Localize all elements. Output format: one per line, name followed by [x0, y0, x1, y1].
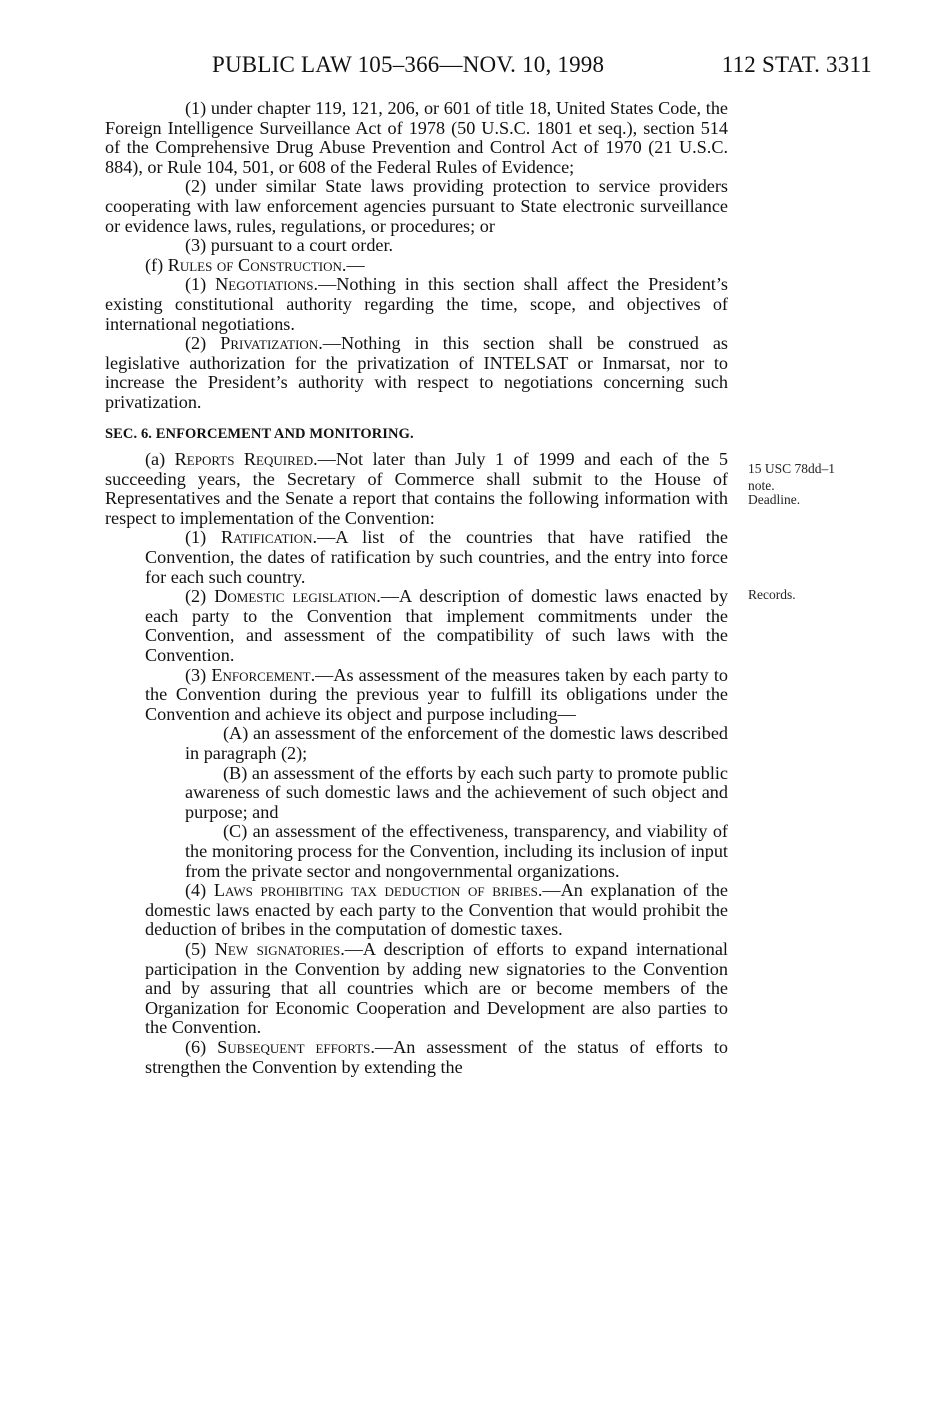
subsection-a-heading: Reports Required — [174, 449, 314, 470]
paragraph-a5 — [105, 940, 728, 1038]
law-citation: PUBLIC LAW 105–366—NOV. 10, 1998 — [212, 52, 605, 77]
subsection-f-label: (f) — [145, 254, 168, 275]
paragraph-a5-heading: New signatories — [214, 938, 341, 959]
paragraph-a3-text: .—As assessment of the measures taken by each party to the Convention during the previous year to fulfill its obligations under the Convention and achieve its object and purpose including— — [145, 664, 728, 724]
subsection-f-heading: Rules of Construction — [167, 254, 342, 275]
paragraph-a6-text: .—An assessment of the status of efforts to strengthen the Convention by extending the — [145, 1036, 728, 1077]
paragraph-a2-heading: Domestic legislation — [214, 586, 377, 607]
margin-note-records: Records. — [748, 587, 796, 602]
paragraph-a4 — [105, 881, 728, 940]
margin-note-usc: 15 USC 78dd–1 — [748, 461, 836, 476]
paragraph-f2 — [105, 334, 728, 412]
subsection-a-text: .—Not later than July 1 of 1999 and each of the 5 succeeding years, the Secretary of Commerce shall submit to the House of Representatives and the Senate a report that contains the following information with respect to implementation of the Convention: — [105, 449, 729, 528]
statute-page: 112 STAT. 3311 — [721, 52, 872, 77]
paragraph-a1-text: .—A list of the countries that have ratified the Convention, the dates of ratification by such countries, and the entry into force for each such country. — [145, 527, 728, 587]
paragraph-a6 — [105, 1038, 728, 1077]
paragraph-a4-text: .—An explanation of the domestic laws enacted by each party to the Convention that would prohibit the deduction of bribes in the computation of domestic taxes. — [145, 880, 728, 940]
paragraph-a3-label: (3) — [185, 664, 212, 685]
subparagraph-a3A: (A) an assessment of the enforcement of the domestic laws described in paragraph (2); — [185, 723, 728, 763]
paragraph-a5-text: .—A description of efforts to expand international participation in the Convention by adding new signatories to the Convention and by assuring that all countries which are or become members of the Organization for Economic Cooperation and Development are also parties to the Convention. — [145, 938, 728, 1038]
paragraph-f1 — [105, 275, 728, 334]
paragraph-e1: (1) under chapter 119, 121, 206, or 601 of title 18, United States Code, the Foreign Intelligence Surveillance Act of 1978 (50 U.S.C. 1801 et seq.), section 514 of the Comprehensive Drug Abuse Prevention and Control Act of 1970 (21 U.S.C. 884), or Rule 104, 501, or 608 of the Federal Rules of Evidence; — [105, 98, 728, 177]
paragraph-e3: (3) pursuant to a court order. — [185, 235, 394, 256]
subsection-a-label: (a) — [145, 449, 175, 470]
paragraph-f1-label: (1) — [185, 274, 216, 295]
section-6-heading: SEC. 6. ENFORCEMENT AND MONITORING. — [105, 425, 414, 442]
paragraph-f2-text: .—Nothing in this section shall be construed as legislative authorization for the privatization of INTELSAT or Inmarsat, nor to increase the President’s authority with respect to negotiations concerning such privatization. — [105, 333, 728, 412]
subparagraph-a3C: (C) an assessment of the effectiveness, transparency, and viability of the monitoring process for the Convention, including its inclusion of input from the private sector and nongovernmental organizations. — [185, 821, 728, 881]
paragraph-a6-label: (6) — [185, 1036, 218, 1057]
statute-body — [105, 99, 728, 1077]
paragraph-f1-heading: Negotiations — [215, 274, 314, 295]
paragraph-a2-text: .—A description of domestic laws enacted by each party to the Convention that implement commitments under the Convention, and assessment of the compatibility of such laws with the Convention. — [145, 586, 728, 666]
paragraph-a2 — [105, 587, 728, 665]
margin-note-deadline: Deadline. — [748, 492, 801, 507]
paragraph-a4-label: (4) — [185, 880, 214, 901]
subsection-a — [105, 450, 728, 528]
paragraph-f1-text: .—Nothing in this section shall affect the President’s existing constitutional authority regarding the time, scope, and objectives of international negotiations. — [105, 274, 728, 334]
paragraph-e2: (2) under similar State laws providing protection to service providers cooperating with law enforcement agencies pursuant to State electronic surveillance or evidence laws, rules, regulations, or procedures; or — [105, 176, 728, 236]
paragraph-a3 — [105, 666, 728, 725]
paragraph-a2-label: (2) — [185, 586, 215, 607]
paragraph-a1 — [105, 528, 728, 587]
paragraph-f2-label: (2) — [185, 333, 221, 354]
margin-note-note: note. — [748, 478, 775, 493]
paragraph-f2-heading: Privatization — [220, 333, 319, 354]
subsection-f-dash: .— — [341, 254, 365, 275]
paragraph-a6-heading: Subsequent efforts — [217, 1036, 371, 1057]
paragraph-a5-label: (5) — [185, 938, 215, 959]
paragraph-a4-heading: Laws prohibiting tax deduction of bribes — [213, 880, 538, 901]
paragraph-a3-heading: Enforcement — [211, 664, 311, 685]
paragraph-a1-heading: Ratification — [220, 527, 313, 548]
page-header — [212, 52, 872, 84]
subsection-f — [105, 256, 728, 276]
paragraph-a1-label: (1) — [185, 527, 221, 548]
subparagraph-a3B: (B) an assessment of the efforts by each such party to promote public awareness of such domestic laws and the achievement of such object and purpose; and — [185, 762, 728, 822]
